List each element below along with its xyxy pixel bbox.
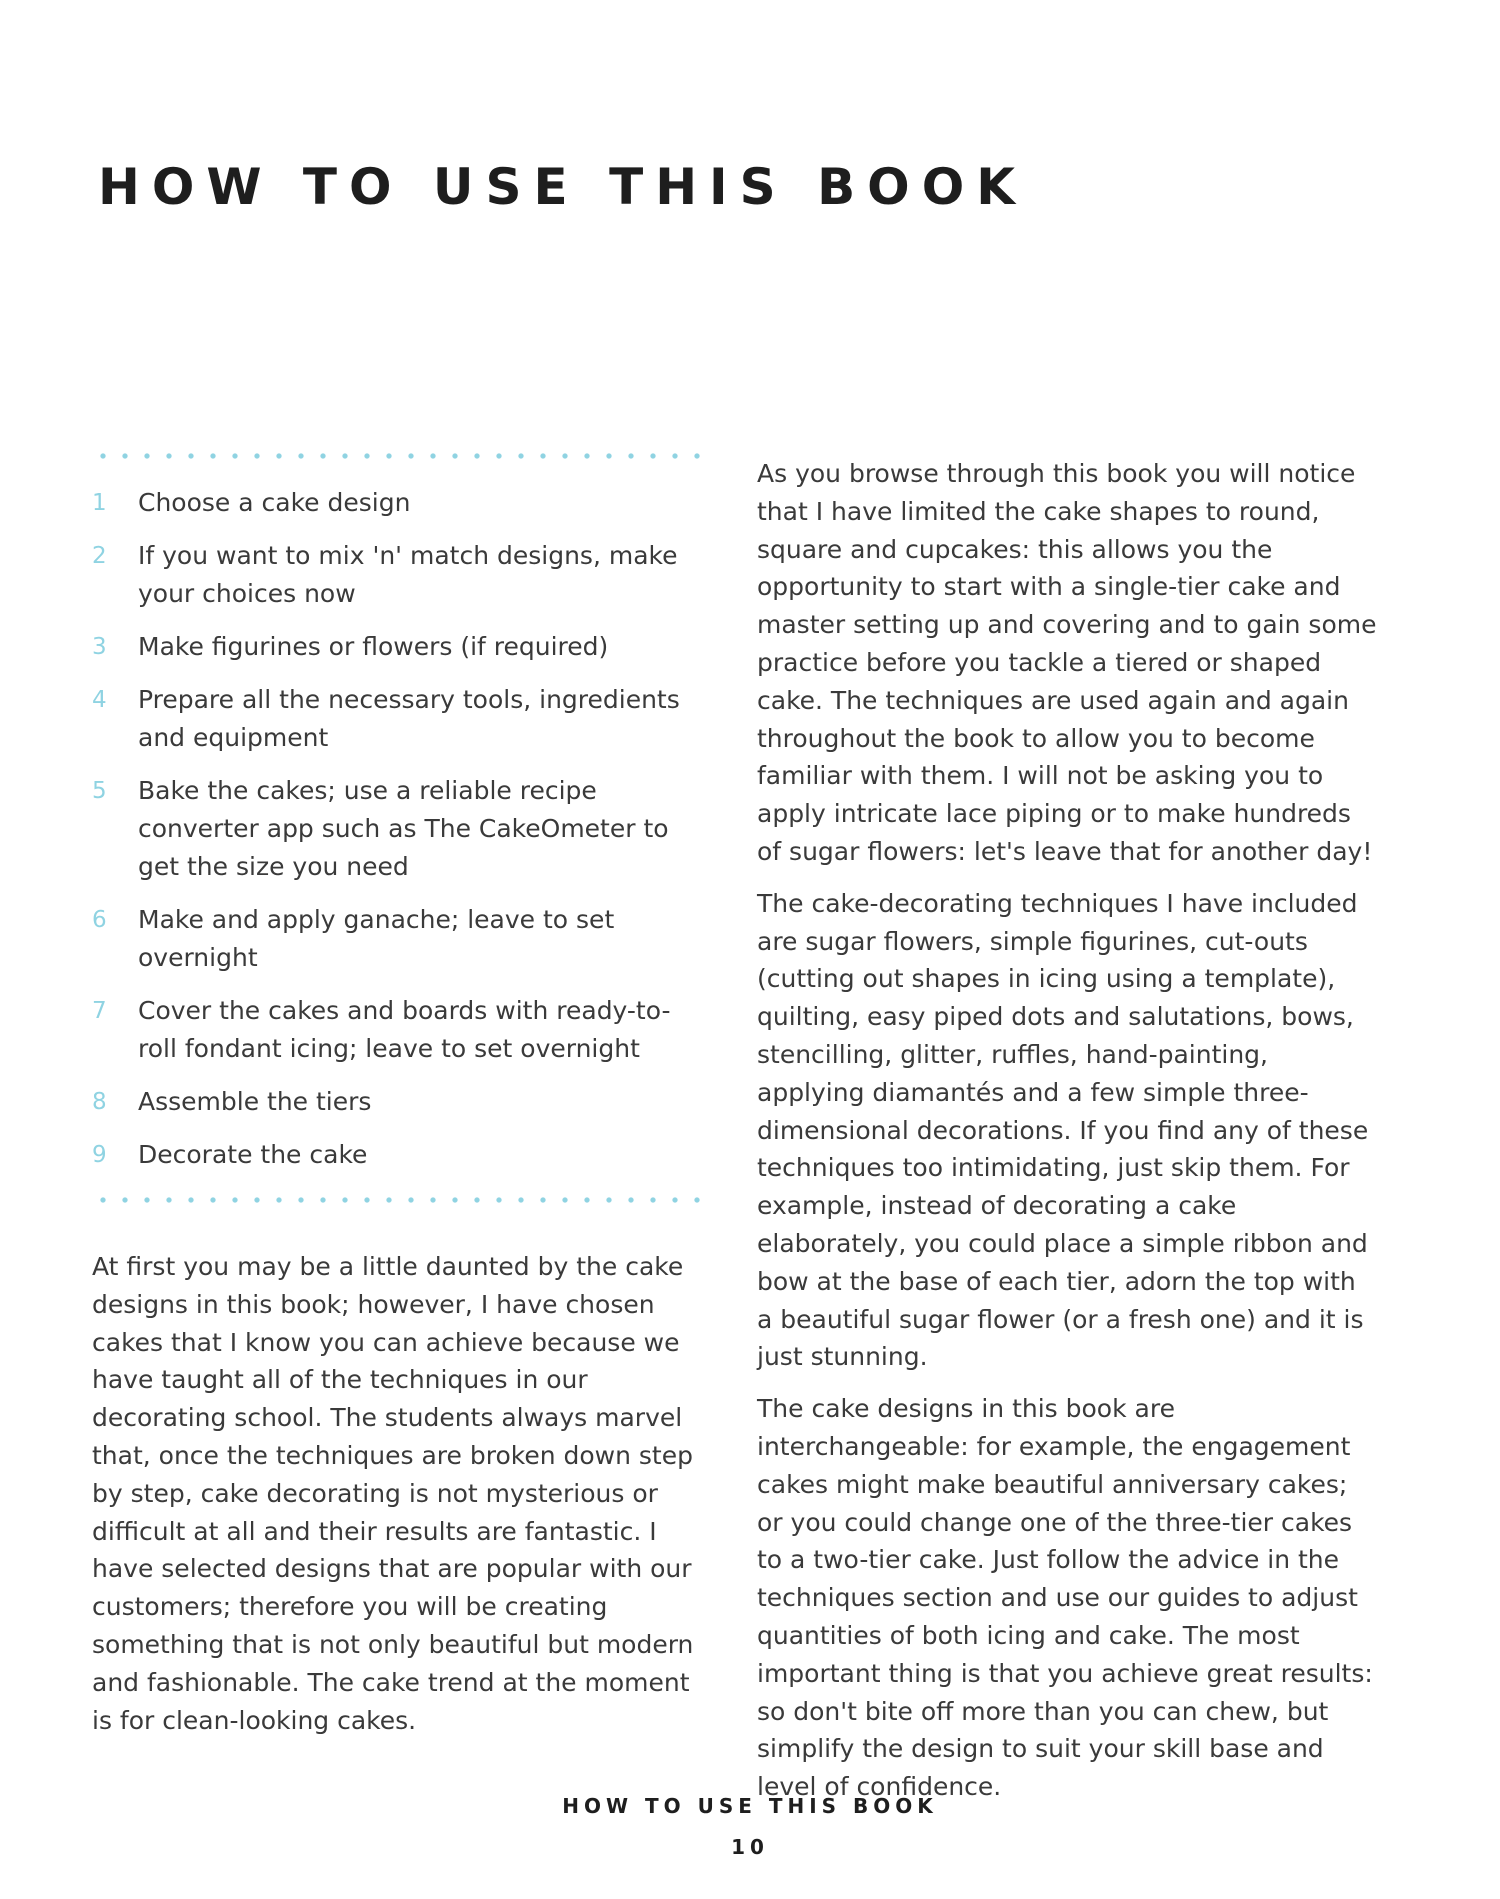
body-paragraph: The cake designs in this book are interchangeable: for example, the engagement cakes might make beautiful anniversary cakes; or you could change one of the three-tier cakes to a two-tier cake. Just follow the advice in the techniques section and use our guides to adjust quantities of both icing and cake. The most important thing is that you achieve great results: so don't bite off more than you can chew, but simplify the design to suit your skill base and level of confidence. [757,1394,1373,1802]
step-number: 7 [92,998,107,1024]
step-number: 5 [92,778,107,804]
step-item [92,537,707,613]
intro-paragraph: At first you may be a little daunted by the cake designs in this book; however, I have chosen cakes that I know you can achieve because we have taught all of the techniques in our decorating school. The students always marvel that, once the techniques are broken down step by step, cake decorating is not mysterious or difficult at all and their results are fantastic. I have selected designs that are popular with our customers; therefore you will be creating something that is not only beautiful but modern and fashionable. The cake trend at the moment is for clean-looking cakes. [92,1252,694,1735]
step-item [92,484,707,522]
step-number: 4 [92,687,107,713]
body-paragraph: As you browse through this book you will notice that I have limited the cake shapes to round, square and cupcakes: this allows you the opportunity to start with a single-tier cake and master setting up and covering and to gain some practice before you tackle a tiered or shaped cake. The techniques are used again and again throughout the book to allow you to become familiar with them. I will not be asking you to apply intricate lace piping or to make hundreds of sugar flowers: let's leave that for another day! [757,459,1377,866]
step-text: Make figurines or flowers (if required) [138,632,609,661]
step-number: 6 [92,907,107,933]
step-text: Prepare all the necessary tools, ingredients and equipment [138,685,680,752]
step-number: 1 [92,490,107,516]
step-item [92,681,707,757]
step-number: 3 [92,634,107,660]
steps-list [92,484,707,1174]
running-footer-title: HOW TO USE THIS BOOK [562,1794,938,1818]
step-item [92,628,707,666]
page-number: 10 [731,1835,769,1859]
step-number: 2 [92,543,107,569]
step-item [92,1136,707,1174]
step-text: Decorate the cake [138,1140,368,1169]
step-text: Bake the cakes; use a reliable recipe converter app such as The CakeOmeter to get the size you need [138,776,669,881]
body-paragraph: The cake-decorating techniques I have included are sugar flowers, simple figurines, cut-outs (cutting out shapes in icing using a template), quilting, easy piped dots and salutations, bows, stencilling, glitter, ruffles, hand-painting, applying diamantés and a few simple three-dimensional decorations. If you find any of these techniques too intimidating, just skip them. For example, instead of decorating a cake elaborately, you could place a simple ribbon and bow at the base of each tier, adorn the top with a beautiful sugar flower (or a fresh one) and it is just stunning. [757,888,1369,1372]
step-item [92,901,707,977]
left-column [92,452,707,1753]
step-number: 8 [92,1089,107,1115]
step-text: Make and apply ganache; leave to set overnight [138,905,615,972]
step-text: Cover the cakes and boards with ready-to-roll fondant icing; leave to set overnight [138,996,671,1063]
step-text: Choose a cake design [138,488,411,517]
step-text: If you want to mix 'n' match designs, make your choices now [138,541,678,608]
step-text: Assemble the tiers [138,1087,372,1116]
step-item [92,992,707,1068]
step-number: 9 [92,1142,107,1168]
step-item [92,1083,707,1121]
page-title: HOW TO USE THIS BOOK [98,158,1027,216]
step-item [92,772,707,886]
dotted-divider-top [92,452,707,460]
dotted-divider-bottom [92,1196,707,1204]
right-column [757,455,1377,1820]
